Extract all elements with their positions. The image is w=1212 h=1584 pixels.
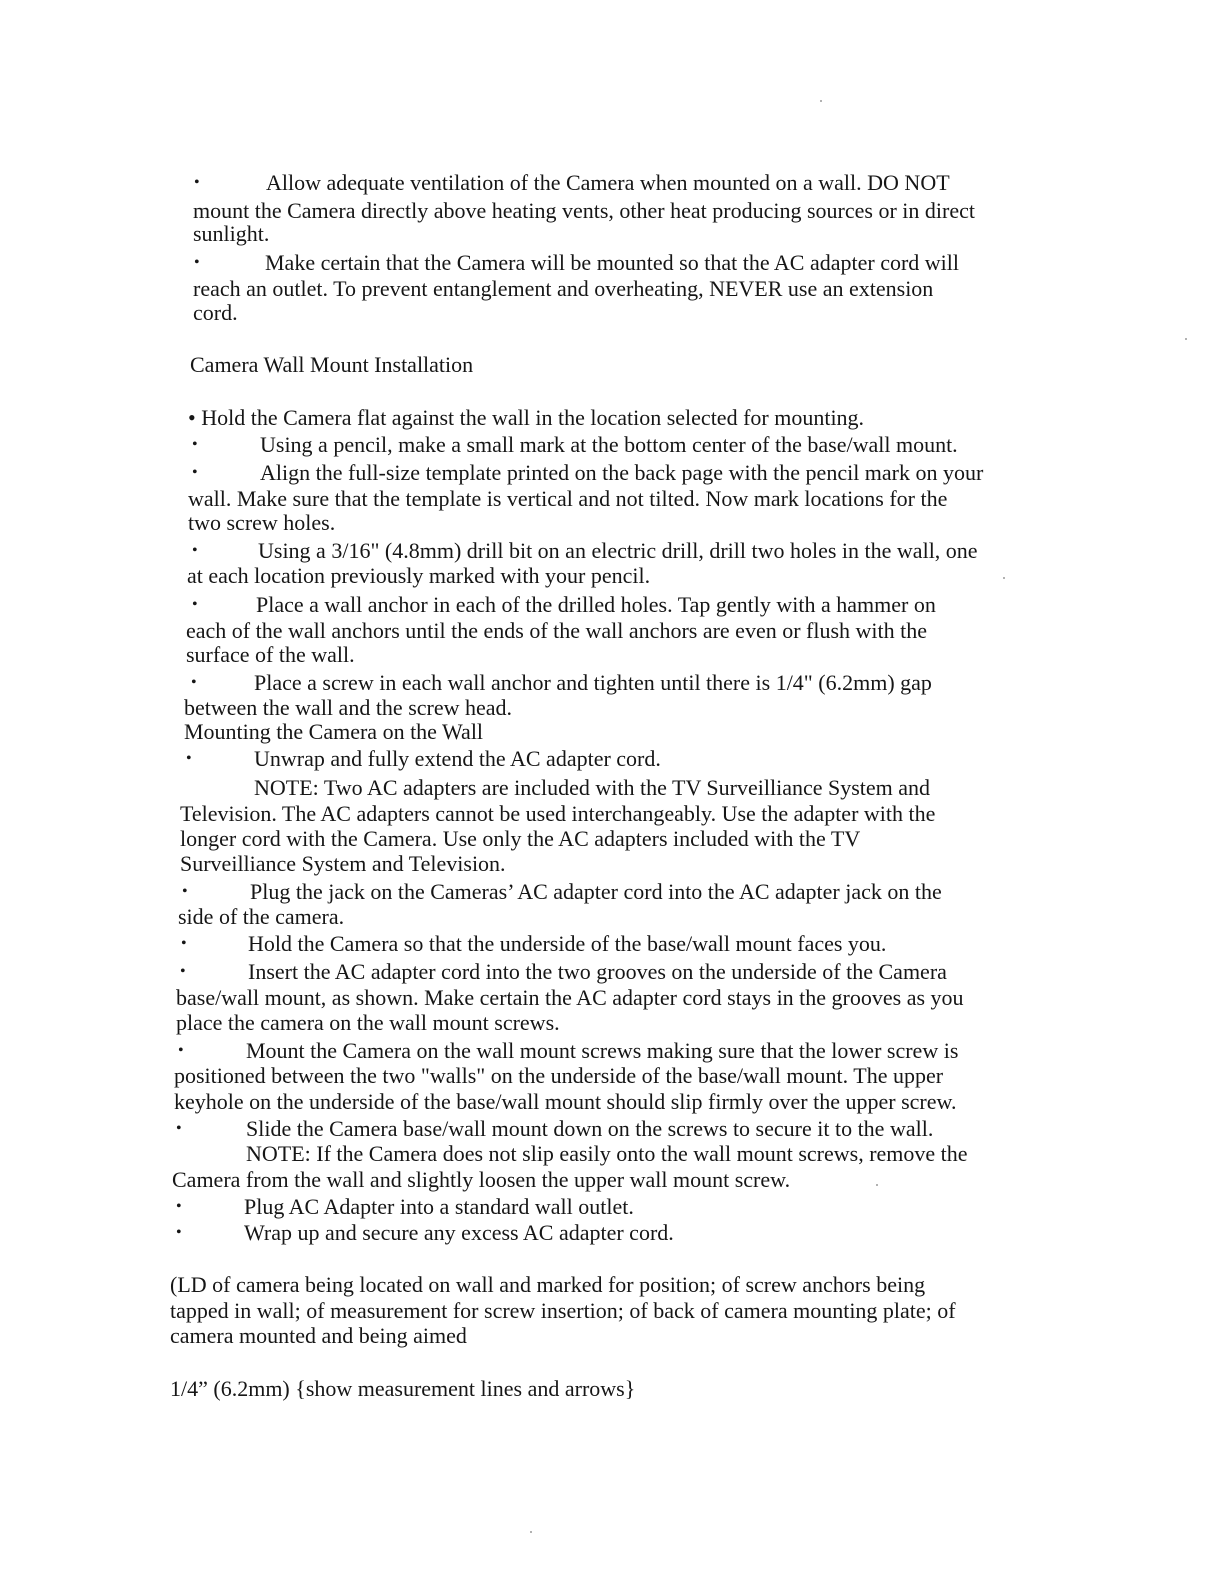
mounting-step: Slide the Camera base/wall mount down on the screws to secure it to the wall. (246, 1116, 934, 1141)
bullet: • (194, 254, 200, 271)
install-step: Using a pencil, make a small mark at the bottom center of the base/wall mount. (260, 432, 958, 457)
section-heading-installation: Camera Wall Mount Installation (190, 352, 474, 377)
bullet: • (192, 436, 198, 453)
mounting-step: base/wall mount, as shown. Make certain the AC adapter cord stays in the grooves as you (176, 985, 964, 1010)
scan-speck (1003, 577, 1005, 579)
intro-line: cord. (193, 300, 238, 325)
measurement-note: 1/4” (6.2mm) {show measurement lines and arrows} (170, 1376, 636, 1401)
install-step: wall. Make sure that the template is vertical and not tilted. Now mark locations for the (188, 486, 948, 511)
bullet: • (181, 935, 187, 952)
bullet: • (192, 542, 198, 559)
intro-line: Make certain that the Camera will be mounted so that the AC adapter cord will (265, 250, 960, 275)
art-note: tapped in wall; of measurement for screw insertion; of back of camera mounting plate; of (170, 1298, 956, 1323)
section-heading-mounting: Mounting the Camera on the Wall (184, 719, 484, 744)
art-note: camera mounted and being aimed (170, 1323, 467, 1348)
install-step: between the wall and the screw head. (184, 695, 513, 720)
install-step: surface of the wall. (186, 642, 355, 667)
bullet: • (186, 750, 192, 767)
intro-line: sunlight. (193, 221, 270, 246)
mounting-step: Insert the AC adapter cord into the two grooves on the underside of the Camera (248, 959, 947, 984)
bullet: • (194, 174, 200, 191)
intro-line: Allow adequate ventilation of the Camera when mounted on a wall. DO NOT (266, 170, 950, 195)
scan-speck (1185, 338, 1187, 340)
install-step: Using a 3/16" (4.8mm) drill bit on an electric drill, drill two holes in the wall, one (258, 538, 978, 563)
mounting-step: Plug AC Adapter into a standard wall outlet. (244, 1194, 634, 1219)
mounting-step: Plug the jack on the Cameras’ AC adapter cord into the AC adapter jack on the (250, 879, 942, 904)
mounting-step: place the camera on the wall mount screws. (176, 1010, 560, 1035)
mounting-step: Unwrap and fully extend the AC adapter cord. (254, 746, 661, 771)
install-step: Place a screw in each wall anchor and tighten until there is 1/4" (6.2mm) gap (254, 670, 932, 695)
mounting-step: Mount the Camera on the wall mount screws making sure that the lower screw is (246, 1038, 959, 1063)
mounting-note: Surveilliance System and Television. (180, 851, 506, 876)
bullet: • (191, 674, 197, 691)
mounting-step: side of the camera. (178, 904, 345, 929)
bullet: • (180, 963, 186, 980)
mounting-step: keyhole on the underside of the base/wall mount should slip firmly over the upper screw. (174, 1089, 957, 1114)
intro-line: reach an outlet. To prevent entanglement and overheating, NEVER use an extension (193, 276, 934, 301)
mounting-note: longer cord with the Camera. Use only the AC adapters included with the TV (180, 826, 861, 851)
install-step: Place a wall anchor in each of the drilled holes. Tap gently with a hammer on (256, 592, 936, 617)
bullet: • (176, 1224, 182, 1241)
mounting-note: Television. The AC adapters cannot be used interchangeably. Use the adapter with the (180, 801, 936, 826)
bullet: • (178, 1042, 184, 1059)
install-step: Align the full-size template printed on the back page with the pencil mark on your (260, 460, 984, 485)
art-note: (LD of camera being located on wall and marked for position; of screw anchors being (170, 1272, 926, 1297)
scan-speck (820, 100, 822, 102)
mounting-step: Hold the Camera so that the underside of the base/wall mount faces you. (248, 931, 887, 956)
bullet: • (182, 883, 188, 900)
mounting-note: NOTE: If the Camera does not slip easily onto the wall mount screws, remove the (246, 1141, 968, 1166)
bullet: • (176, 1198, 182, 1215)
install-step: two screw holes. (188, 510, 336, 535)
mounting-note: Camera from the wall and slightly loosen the upper wall mount screw. (172, 1167, 791, 1192)
install-step: each of the wall anchors until the ends of the wall anchors are even or flush with the (186, 618, 928, 643)
bullet: • (192, 596, 198, 613)
mounting-note: NOTE: Two AC adapters are included with the TV Surveilliance System and (254, 775, 931, 800)
bullet: • (192, 464, 198, 481)
install-step: • Hold the Camera flat against the wall in the location selected for mounting. (188, 405, 865, 430)
intro-line: mount the Camera directly above heating vents, other heat producing sources or in direct (193, 198, 975, 223)
scan-speck (530, 1531, 532, 1533)
scan-speck (876, 1184, 878, 1186)
bullet: • (176, 1120, 182, 1137)
install-step: at each location previously marked with your pencil. (187, 563, 651, 588)
mounting-step: Wrap up and secure any excess AC adapter cord. (244, 1220, 674, 1245)
mounting-step: positioned between the two "walls" on the underside of the base/wall mount. The upper (174, 1063, 944, 1088)
